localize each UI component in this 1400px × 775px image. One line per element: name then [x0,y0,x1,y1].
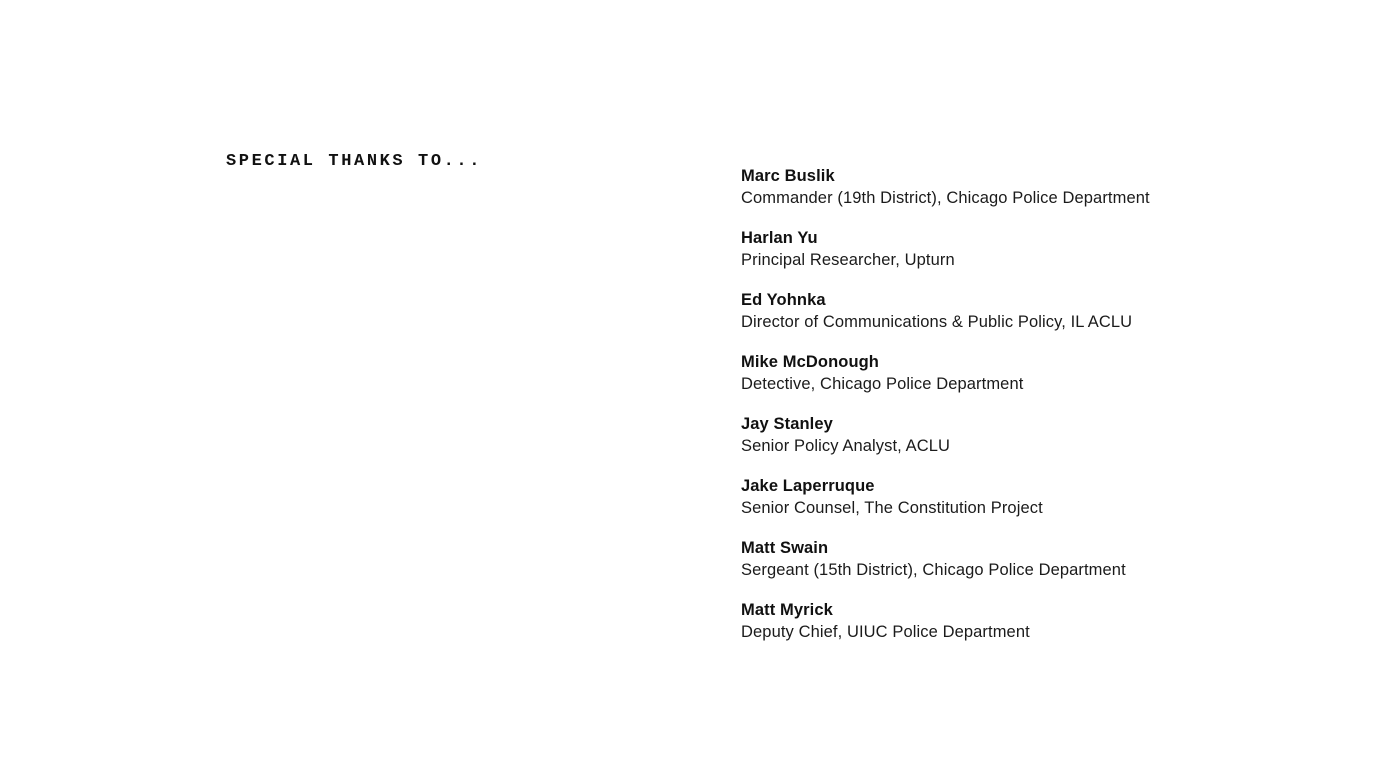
person-name: Matt Swain [741,539,829,557]
person-role: Detective, Chicago Police Department [741,375,1024,393]
person-role: Principal Researcher, Upturn [741,251,955,269]
person-name: Harlan Yu [741,229,818,247]
list-item [741,227,1301,271]
list-item [741,413,1301,457]
person-name: Jay Stanley [741,415,833,433]
list-item [741,351,1301,395]
acknowledgements-list [741,165,1301,643]
person-role: Commander (19th District), Chicago Police Department [741,189,1150,207]
person-name: Marc Buslik [741,167,835,185]
person-name: Jake Laperruque [741,477,875,495]
person-name: Matt Myrick [741,601,833,619]
person-name: Mike McDonough [741,353,879,371]
list-item [741,165,1301,209]
person-role: Senior Policy Analyst, ACLU [741,437,951,455]
person-role: Sergeant (15th District), Chicago Police Department [741,561,1126,579]
person-name: Ed Yohnka [741,291,826,309]
page-title: SPECIAL THANKS TO... [226,152,483,171]
list-item [741,599,1301,643]
list-item [741,289,1301,333]
list-item [741,537,1301,581]
person-role: Director of Communications & Public Policy, IL ACLU [741,313,1133,331]
list-item [741,475,1301,519]
person-role: Deputy Chief, UIUC Police Department [741,623,1030,641]
person-role: Senior Counsel, The Constitution Project [741,499,1043,517]
